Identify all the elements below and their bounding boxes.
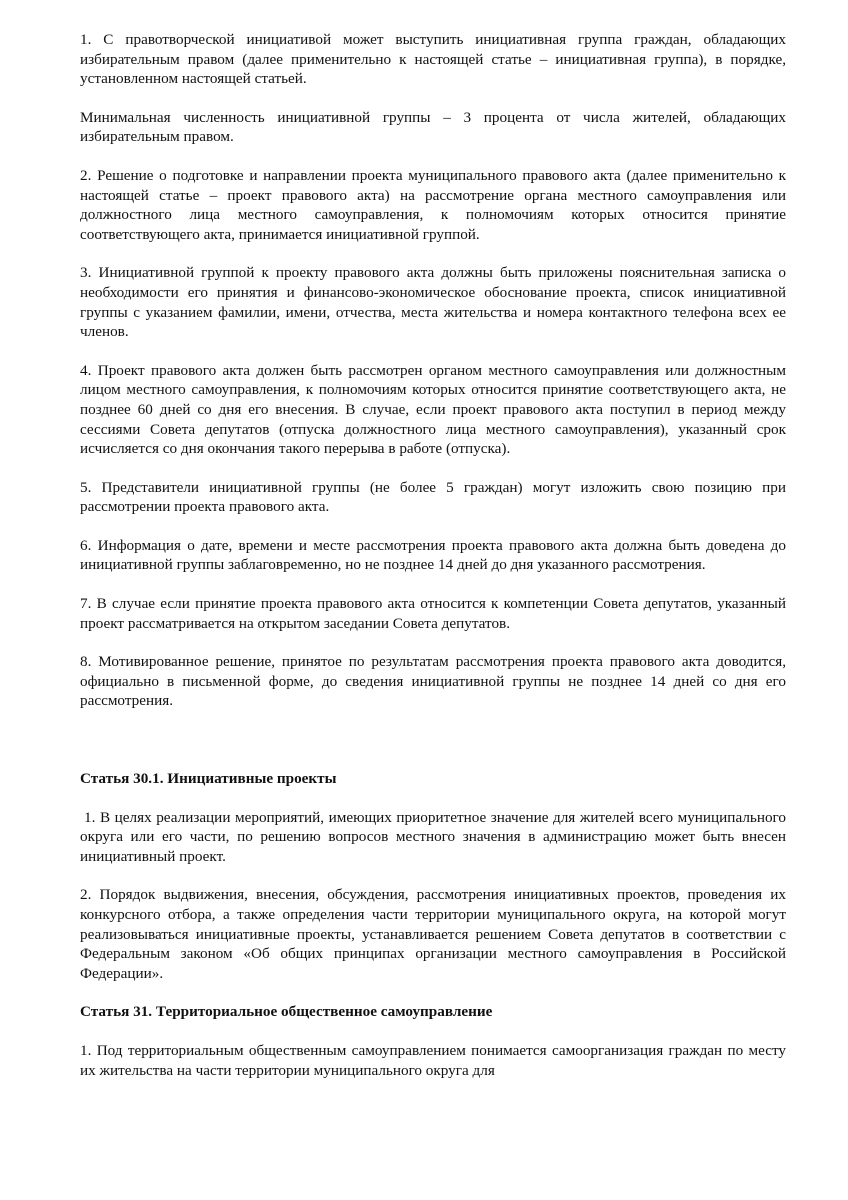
paragraph-notification: 6. Информация о дате, времени и месте рассмотрения проекта правового акта должна быть доведена до инициативной группы заблаговременно, но не позднее 14 дней до дня указанного рассмотрения. [80,536,786,574]
paragraph-open-session: 7. В случае если принятие проекта правового акта относится к компетенции Совета депутатов, указанный проект рассматривается на открытом заседании Совета депутатов. [80,595,786,632]
paragraph-initiative-group: 1. С правотворческой инициативой может выступить инициативная группа граждан, обладающих избирательным правом (далее применительно к настоящей статье – инициативная группа), в порядке, установленном настоящей статьей. [80,31,786,88]
article-30-1-heading: Статья 30.1. Инициативные проекты [80,770,337,788]
paragraph-consideration-term: 4. Проект правового акта должен быть рассмотрен органом местного самоуправления или должностным лицом местного самоуправления, к полномочиям которых относится принятие соответствующего акта, не позднее 60 дней со дня его внесения. В случае, если проект правового акта поступил в период между сессиями Совета депутатов (отпуска должностного лица местного самоуправления), указанный срок исчисляется со дня окончания такого перерыва в работе (отпуска). [80,361,786,458]
article-31-heading: Статья 31. Территориальное общественное самоуправление [80,1003,493,1021]
article-30-1-paragraph-2: 2. Порядок выдвижения, внесения, обсуждения, рассмотрения инициативных проектов, проведения их конкурсного отбора, а также определения части территории муниципального округа, на которой могут реализовываться инициативные проекты, устанавливается решением Совета депутатов в соответствии с Федеральным законом «Об общих принципах организации местного самоуправления в Российской Федерации». [80,886,786,982]
paragraph-representatives: 5. Представители инициативной группы (не более 5 граждан) могут изложить свою позицию при рассмотрении проекта правового акта. [80,478,786,516]
paragraph-reasoned-decision: 8. Мотивированное решение, принятое по результатам рассмотрения проекта правового акта доводится, официально в письменной форме, до сведения инициативной группы не позднее 14 дней со дня его рассмотрения. [80,653,786,710]
paragraph-decision-project: 2. Решение о подготовке и направлении проекта муниципального правового акта (далее применительно к настоящей статье – проект правового акта) на рассмотрение органа местного самоуправления или должностного лица местного самоуправления, к полномочиям которых относится принятие соответствующего акта, принимается инициативной группой. [80,166,786,243]
document-page [80,30,786,1080]
paragraph-attachments: 3. Инициативной группой к проекту правового акта должны быть приложены пояснительная записка о необходимости его принятия и финансово-экономическое обоснование проекта, список инициативной группы с указанием фамилии, имени, отчества, места жительства и номера контактного телефона всех ее членов. [80,264,786,341]
article-30-1-paragraph-1: 1. В целях реализации мероприятий, имеющих приоритетное значение для жителей всего муниципального округа или его части, по решению вопросов местного значения в администрацию может быть внесен инициативный проект. [80,808,786,865]
paragraph-minimum-size: Минимальная численность инициативной группы – 3 процента от числа жителей, обладающих избирательным правом. [80,108,786,146]
article-31-paragraph-1: 1. Под территориальным общественным самоуправлением понимается самоорганизация граждан по месту их жительства на части территории муниципального округа для [80,1041,786,1079]
section-spacer [80,730,786,769]
